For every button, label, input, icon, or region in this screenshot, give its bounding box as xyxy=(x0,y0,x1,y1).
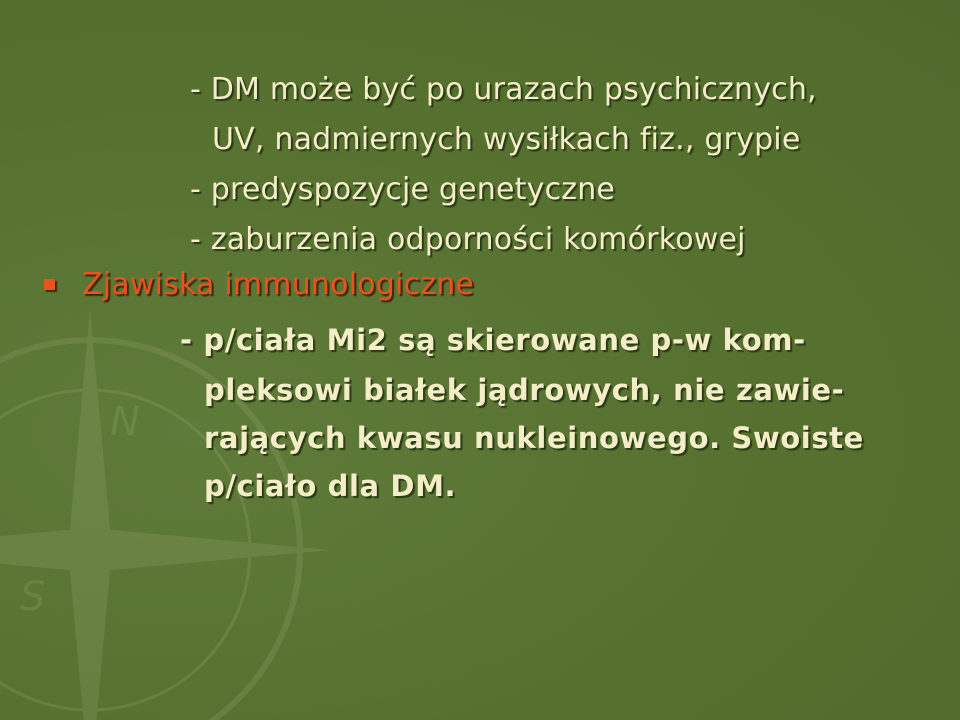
text-line-2: UV, nadmiernych wysiłkach fiz., grypie xyxy=(212,122,801,157)
svg-text:N: N xyxy=(110,399,140,445)
text-line-3: - predyspozycje genetyczne xyxy=(190,172,616,207)
square-bullet-icon xyxy=(44,279,55,290)
svg-text:S: S xyxy=(20,574,46,620)
body-line-1: - p/ciała Mi2 są skierowane p-w kom- xyxy=(180,323,806,357)
section-heading: Zjawiska immunologiczne xyxy=(82,267,475,302)
body-line-4: p/ciało dla DM. xyxy=(204,469,457,503)
body-line-2: pleksowi białek jądrowych, nie zawie- xyxy=(204,373,845,407)
text-line-1: - DM może być po urazach psychicznych, xyxy=(190,72,817,107)
text-line-4: - zaburzenia odporności komórkowej xyxy=(190,222,746,257)
body-line-3: rających kwasu nukleinowego. Swoiste xyxy=(204,421,864,455)
